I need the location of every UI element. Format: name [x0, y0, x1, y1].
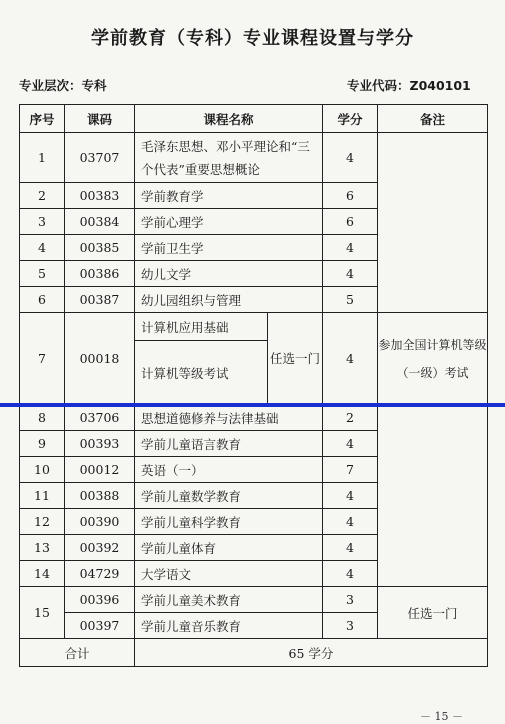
header-credit: 学分 — [323, 105, 378, 133]
table-row — [20, 587, 488, 613]
row-no: 6 — [20, 287, 65, 313]
row-code: 00387 — [65, 287, 135, 313]
row-name: 学前教育学 — [135, 183, 323, 209]
row-name: 英语（一） — [135, 457, 323, 483]
row-no: 12 — [20, 509, 65, 535]
major-level: 专业层次：专科 — [19, 78, 107, 93]
row-name: 大学语文 — [135, 561, 323, 587]
row-code: 00018 — [65, 313, 135, 405]
row-choice: 任选一门 — [268, 313, 323, 405]
row-no: 11 — [20, 483, 65, 509]
row-name: 学前儿童数学教育 — [135, 483, 323, 509]
row-no: 1 — [20, 133, 65, 183]
page-number: － 15 － — [420, 710, 463, 723]
row-no: 7 — [20, 313, 65, 405]
row-name: 学前儿童音乐教育 — [135, 613, 323, 639]
row-credit: 4 — [323, 561, 378, 587]
row-name: 毛泽东思想、邓小平理论和“三个代表”重要思想概论 — [135, 133, 323, 183]
row-name: 学前儿童体育 — [135, 535, 323, 561]
row-no: 13 — [20, 535, 65, 561]
row-no: 2 — [20, 183, 65, 209]
total-value: 65 学分 — [135, 639, 488, 667]
row-name: 学前卫生学 — [135, 235, 323, 261]
row-credit: 3 — [323, 613, 378, 639]
row-name: 幼儿园组织与管理 — [135, 287, 323, 313]
row-credit: 4 — [323, 535, 378, 561]
row-code: 03706 — [65, 405, 135, 431]
row-credit: 5 — [323, 287, 378, 313]
row-credit: 4 — [323, 235, 378, 261]
row-no: 9 — [20, 431, 65, 457]
row-code: 00012 — [65, 457, 135, 483]
header-no: 序号 — [20, 105, 65, 133]
row-name: 思想道德修养与法律基础 — [135, 405, 323, 431]
page-title: 学前教育（专科）专业课程设置与学分 — [91, 28, 414, 49]
row-credit: 6 — [323, 183, 378, 209]
row-code: 00386 — [65, 261, 135, 287]
course-table — [19, 104, 488, 667]
row-code: 00384 — [65, 209, 135, 235]
row-name: 学前儿童科学教育 — [135, 509, 323, 535]
row-credit: 4 — [323, 431, 378, 457]
row-code: 04729 — [65, 561, 135, 587]
row-name: 幼儿文学 — [135, 261, 323, 287]
row-name: 学前儿童语言教育 — [135, 431, 323, 457]
total-label: 合计 — [20, 639, 135, 667]
table-row — [20, 133, 488, 183]
major-code: 专业代码：Z040101 — [347, 78, 471, 93]
row-code: 00396 — [65, 587, 135, 613]
table-header-row — [20, 105, 488, 133]
table-row — [20, 405, 488, 431]
row-code: 00385 — [65, 235, 135, 261]
row-code: 00383 — [65, 183, 135, 209]
row-code: 00393 — [65, 431, 135, 457]
row-no: 5 — [20, 261, 65, 287]
header-name: 课程名称 — [135, 105, 323, 133]
row-credit: 4 — [323, 133, 378, 183]
row-name-option-a: 计算机应用基础 — [135, 313, 268, 341]
row-code: 00392 — [65, 535, 135, 561]
blue-marker-line — [0, 403, 505, 407]
row-no: 4 — [20, 235, 65, 261]
row-credit: 4 — [323, 509, 378, 535]
row-code: 00397 — [65, 613, 135, 639]
row-note: 任选一门 — [378, 587, 488, 639]
row-code: 03707 — [65, 133, 135, 183]
header-note: 备注 — [378, 105, 488, 133]
row-note — [378, 405, 488, 587]
row-no: 8 — [20, 405, 65, 431]
row-code: 00390 — [65, 509, 135, 535]
row-no: 14 — [20, 561, 65, 587]
row-credit: 6 — [323, 209, 378, 235]
row-name: 学前心理学 — [135, 209, 323, 235]
row-note — [378, 133, 488, 313]
row-credit: 4 — [323, 261, 378, 287]
row-no: 3 — [20, 209, 65, 235]
row-credit: 4 — [323, 313, 378, 405]
table-row — [20, 313, 488, 341]
row-credit: 4 — [323, 483, 378, 509]
row-credit: 2 — [323, 405, 378, 431]
row-note: 参加全国计算机等级（一级）考试 — [378, 313, 488, 405]
row-no: 10 — [20, 457, 65, 483]
total-row — [20, 639, 488, 667]
row-credit: 7 — [323, 457, 378, 483]
row-name: 学前儿童美术教育 — [135, 587, 323, 613]
row-code: 00388 — [65, 483, 135, 509]
header-code: 课码 — [65, 105, 135, 133]
row-no: 15 — [20, 587, 65, 639]
row-credit: 3 — [323, 587, 378, 613]
row-name-option-b: 计算机等级考试 — [135, 341, 268, 405]
